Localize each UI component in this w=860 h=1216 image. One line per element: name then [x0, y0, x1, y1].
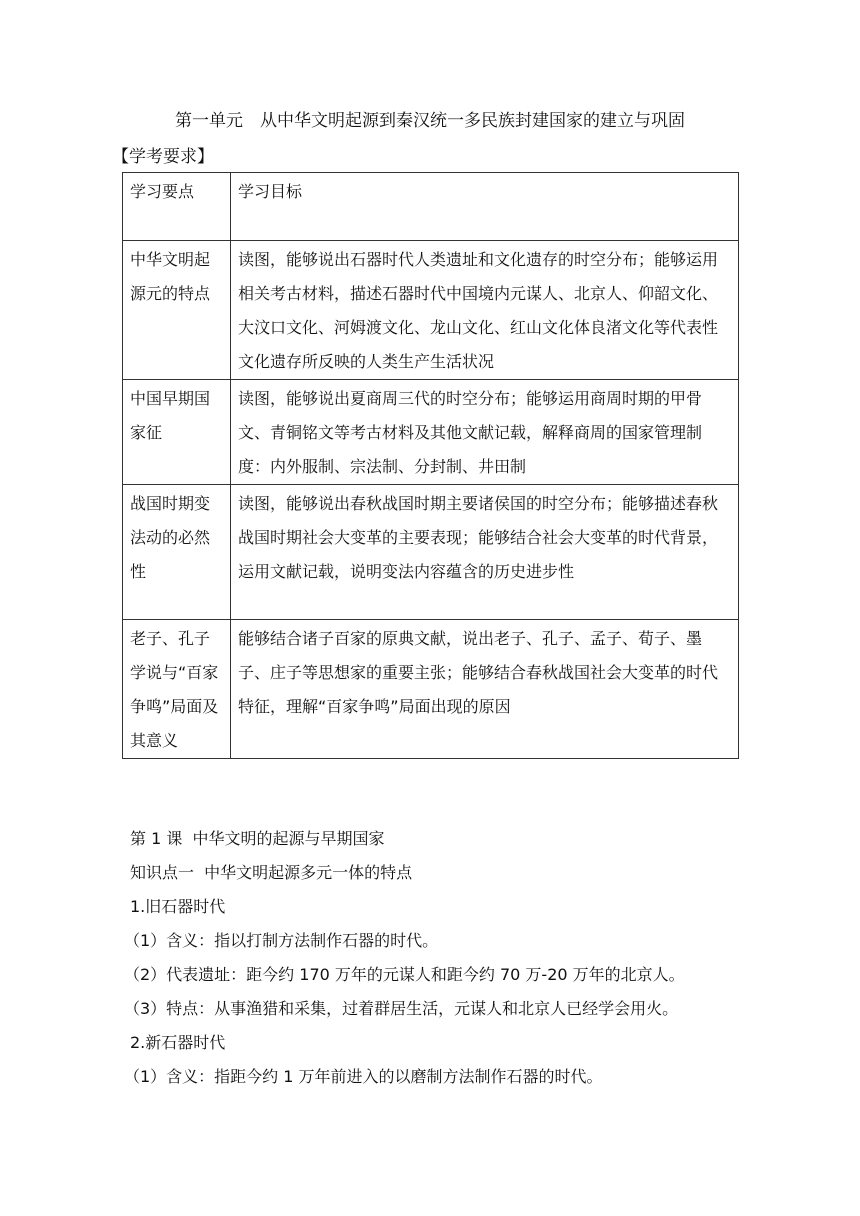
requirements-heading: 【学考要求】 [112, 147, 214, 167]
table-cell-point: 中国早期国家征 [123, 380, 231, 485]
requirements-table [122, 172, 739, 759]
table-cell-point: 老子、孔子学说与“百家争鸣”局面及其意义 [123, 620, 231, 759]
unit-title: 第一单元 从中华文明起源到秦汉统一多民族封建国家的建立与巩固 [175, 111, 685, 131]
table-header-cell: 学习要点 [123, 173, 231, 241]
table-row [123, 485, 739, 620]
table-row [123, 241, 739, 380]
table-row [123, 620, 739, 759]
list-item: （2）代表遗址：距今约 170 万年的元谋人和距今约 70 万-20 万年的北京人。 [124, 965, 685, 984]
list-item: （1）含义：指以打制方法制作石器的时代。 [124, 931, 439, 950]
section-title: 1.旧石器时代 [130, 897, 226, 916]
table-header-cell: 学习目标 [231, 173, 739, 241]
table-header-row [123, 173, 739, 241]
list-item: （3）特点：从事渔猎和采集，过着群居生活，元谋人和北京人已经学会用火。 [124, 999, 679, 1018]
table-cell-goal: 读图，能够说出春秋战国时期主要诸侯国的时空分布；能够描述春秋战国时期社会大变革的主要表现；能够结合社会大变革的时代背景，运用文献记载，说明变法内容蕴含的历史进步性 [231, 485, 739, 620]
lesson-title: 第 1 课 中华文明的起源与早期国家 [130, 829, 385, 848]
section-title: 2.新石器时代 [130, 1033, 226, 1052]
table-cell-point: 中华文明起源元的特点 [123, 241, 231, 380]
table-row [123, 380, 739, 485]
table-cell-goal: 读图，能够说出夏商周三代的时空分布；能够运用商周时期的甲骨文、青铜铭文等考古材料及其他文献记载，解释商周的国家管理制度：内外服制、宗法制、分封制、井田制 [231, 380, 739, 485]
table-cell-goal: 能够结合诸子百家的原典文献，说出老子、孔子、孟子、荀子、墨子、庄子等思想家的重要主张；能够结合春秋战国社会大变革的时代特征，理解“百家争鸣”局面出现的原因 [231, 620, 739, 759]
table-cell-point: 战国时期变法动的必然性 [123, 485, 231, 620]
knowledge-point-title: 知识点一 中华文明起源多元一体的特点 [130, 863, 413, 882]
list-item: （1）含义：指距今约 1 万年前进入的以磨制方法制作石器的时代。 [124, 1067, 603, 1086]
lesson-body [124, 822, 770, 1094]
table-cell-goal: 读图，能够说出石器时代人类遗址和文化遗存的时空分布；能够运用相关考古材料，描述石器时代中国境内元谋人、北京人、仰韶文化、大汶口文化、河姆渡文化、龙山文化、红山文化体良渚文化等代表性文化遗存所反映的人类生产生活状况 [231, 241, 739, 380]
